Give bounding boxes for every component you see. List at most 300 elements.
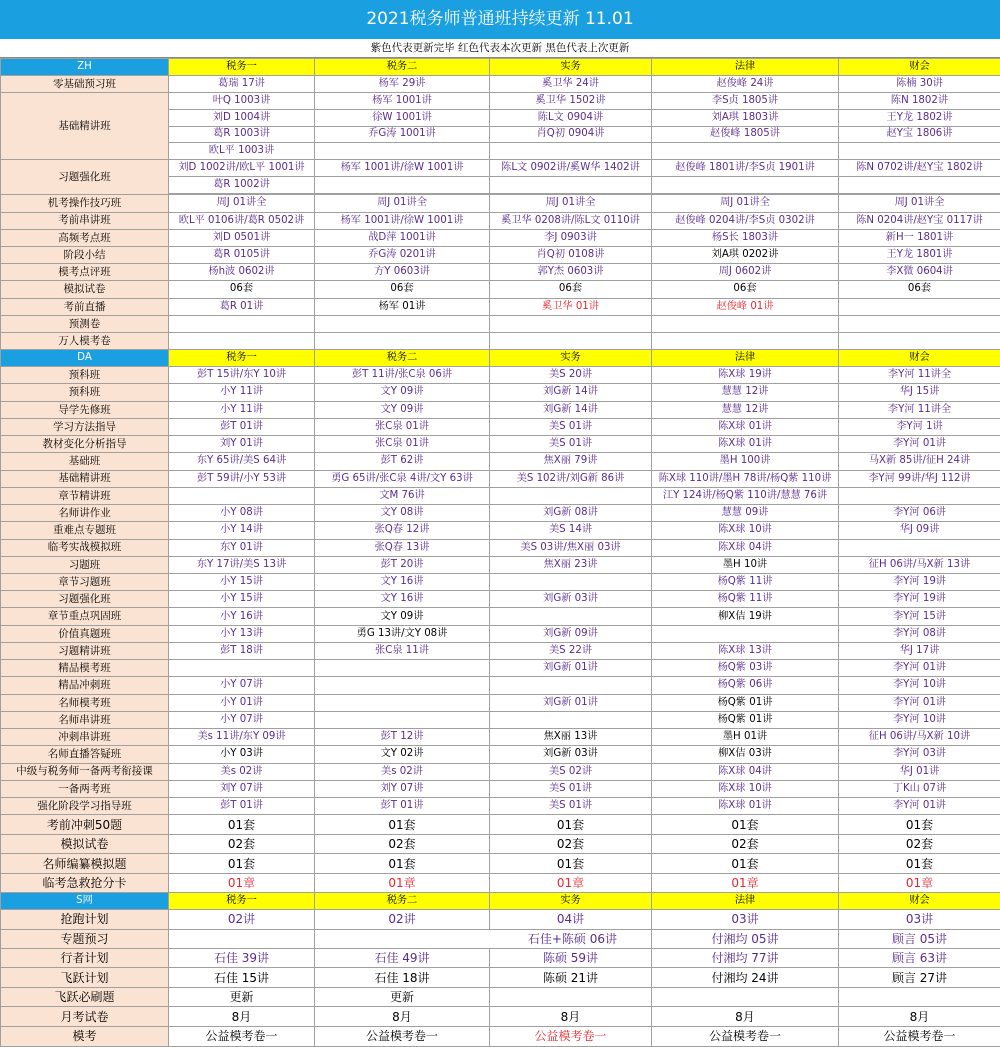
- table-cell: 文M 76讲: [315, 487, 490, 504]
- table-cell: 美S 22讲: [490, 642, 652, 659]
- table-cell: 杨军 01讲: [315, 298, 490, 315]
- table-cell: 顾言 05讲: [839, 929, 1000, 948]
- table-cell: 张C泉 01讲: [315, 418, 490, 435]
- table-cell: 丁K山 07讲: [839, 780, 1000, 797]
- table-cell: 06套: [839, 281, 1000, 298]
- table-cell: 墨H 10讲: [652, 556, 839, 573]
- course-label: 行者计划: [1, 949, 169, 968]
- table-cell: 杨Q紫 01讲: [652, 694, 839, 711]
- course-label: 模考点评班: [1, 264, 169, 281]
- course-label: 名师直播答疑班: [1, 746, 169, 763]
- course-label: 临考实战模拟班: [1, 539, 169, 556]
- table-cell: 李Y河 10讲: [839, 711, 1000, 728]
- course-label: 精品冲刺班: [1, 677, 169, 694]
- table-cell: 刘Y 07讲: [315, 780, 490, 797]
- course-label: 章节重点巩固班: [1, 608, 169, 625]
- table-row: [1, 384, 1000, 401]
- table-row: [1, 487, 1000, 504]
- course-label: 月考试卷: [1, 1007, 169, 1026]
- course-label: 教材变化分析指导: [1, 436, 169, 453]
- table-cell: 陈X球 10讲: [652, 522, 839, 539]
- table-cell: 赵俊峰 1801讲/李S贞 1901讲: [652, 160, 839, 177]
- table-cell: 小Y 03讲: [169, 746, 315, 763]
- table-cell: 小Y 08讲: [169, 505, 315, 522]
- table-cell: 墨H 100讲: [652, 453, 839, 470]
- table-cell: 李Y河 15讲: [839, 608, 1000, 625]
- table-cell: 柳X佶 03讲: [652, 746, 839, 763]
- table-cell: 美S 03讲/焦X丽 03讲: [490, 539, 652, 556]
- table-cell: 02套: [315, 834, 490, 853]
- table-cell: 杨h波 0602讲: [169, 264, 315, 281]
- course-label: 抢跑计划: [1, 910, 169, 929]
- table-cell: [652, 143, 839, 160]
- table-cell: 刘G新 08讲: [490, 505, 652, 522]
- table-row: [1, 642, 1000, 659]
- table-cell: 陈N 0702讲/赵Y宝 1802讲: [839, 160, 1000, 177]
- table-cell: 04讲: [490, 910, 652, 929]
- table-cell: 焦X丽 13讲: [490, 729, 652, 746]
- table-cell: 02套: [652, 834, 839, 853]
- course-label: 预科班: [1, 367, 169, 384]
- table-cell: 战D萍 1001讲: [315, 229, 490, 246]
- table-cell: 徐W 1001讲: [315, 109, 490, 126]
- table-cell: 刘A琪 1803讲: [652, 109, 839, 126]
- subject-header: 税务二: [315, 59, 490, 76]
- table-cell: 美S 01讲: [490, 798, 652, 815]
- page-title: 2021税务师普通班持续更新 11.01: [0, 0, 1000, 39]
- course-label: 万人模考卷: [1, 333, 169, 350]
- table-cell: 文Y 09讲: [315, 384, 490, 401]
- table-cell: 文Y 09讲: [315, 401, 490, 418]
- table-cell: 02套: [839, 834, 1000, 853]
- table-cell: 01套: [315, 854, 490, 873]
- table-cell: 乔G涛 0201讲: [315, 247, 490, 264]
- table-cell: [169, 315, 315, 332]
- table-cell: 刘G新 01讲: [490, 694, 652, 711]
- table-cell: 杨军 1001讲/徐W 1001讲: [315, 160, 490, 177]
- section-header-row: [1, 59, 1000, 76]
- course-label: 冲刺串讲班: [1, 729, 169, 746]
- section-header-row: [1, 350, 1000, 367]
- table-cell: 8月: [315, 1007, 490, 1026]
- table-cell: 美s 11讲/东Y 09讲: [169, 729, 315, 746]
- table-cell: 周J 01讲全: [315, 195, 490, 212]
- table-cell: 杨军 1001讲/徐W 1001讲: [315, 212, 490, 229]
- table-cell: [169, 660, 315, 677]
- table-cell: 彭T 01讲: [315, 798, 490, 815]
- table-row: [1, 929, 1000, 948]
- table-cell: 石佳 18讲: [315, 968, 490, 987]
- table-cell: [490, 987, 652, 1006]
- course-label: 模考: [1, 1026, 169, 1046]
- table-cell: 石佳 15讲: [169, 968, 315, 987]
- table-cell: [490, 177, 652, 194]
- table-cell: 8月: [169, 1007, 315, 1026]
- table-cell: 01章: [839, 873, 1000, 892]
- table-row: [1, 815, 1000, 834]
- table-cell: 03讲: [652, 910, 839, 929]
- course-label: 精品模考班: [1, 660, 169, 677]
- subject-header: 税务二: [315, 893, 490, 910]
- subject-header: 财会: [839, 893, 1000, 910]
- table-cell: 01套: [169, 854, 315, 873]
- table-cell: 01章: [652, 873, 839, 892]
- table-cell: 杨Q紫 11讲: [652, 591, 839, 608]
- table-row: [1, 746, 1000, 763]
- table-cell: 01套: [652, 815, 839, 834]
- table-cell: 01章: [490, 873, 652, 892]
- table-cell: 美S 02讲: [490, 763, 652, 780]
- table-cell: [169, 487, 315, 504]
- table-cell: [839, 315, 1000, 332]
- table-row: [1, 694, 1000, 711]
- table-cell: 李Y河 19讲: [839, 591, 1000, 608]
- table-cell: 彭T 01讲: [169, 798, 315, 815]
- table-cell: 杨军 29讲: [315, 75, 490, 92]
- table-cell: [490, 574, 652, 591]
- course-label: 预测卷: [1, 315, 169, 332]
- table-cell: 葛R 1003讲: [169, 126, 315, 143]
- table-row: [1, 660, 1000, 677]
- table-cell: 小Y 11讲: [169, 401, 315, 418]
- table-cell: 彭T 20讲: [315, 556, 490, 573]
- table-cell: [839, 987, 1000, 1006]
- table-cell: 美S 14讲: [490, 522, 652, 539]
- table-cell: 王Y龙 1801讲: [839, 247, 1000, 264]
- table-cell: 小Y 14讲: [169, 522, 315, 539]
- table-cell: 华J 01讲: [839, 763, 1000, 780]
- table-cell: 8月: [839, 1007, 1000, 1026]
- table-cell: 叶Q 1003讲: [169, 93, 315, 110]
- table-row: [1, 522, 1000, 539]
- table-cell: [652, 315, 839, 332]
- schedule-table: [0, 58, 1000, 1047]
- table-cell: 李Y河 01讲: [839, 436, 1000, 453]
- table-row: [1, 763, 1000, 780]
- table-cell: 01套: [490, 815, 652, 834]
- table-cell: 小Y 01讲: [169, 694, 315, 711]
- table-row: [1, 418, 1000, 435]
- table-cell: 肖Q初 0108讲: [490, 247, 652, 264]
- table-cell: 奚卫华 1502讲: [490, 93, 652, 110]
- table-cell: 更新: [169, 987, 315, 1006]
- table-cell: 张C泉 01讲: [315, 436, 490, 453]
- table-cell: 更新: [315, 987, 490, 1006]
- course-label: 模拟试卷: [1, 281, 169, 298]
- table-row: [1, 556, 1000, 573]
- course-label: 基础精讲班: [1, 93, 169, 160]
- schedule-table-container: [0, 58, 1000, 1047]
- course-label: 名师讲作业: [1, 505, 169, 522]
- table-cell: 乔G涛 1001讲: [315, 126, 490, 143]
- table-row: [1, 968, 1000, 987]
- table-cell: 陈硕 21讲: [490, 968, 652, 987]
- table-cell: 刘G新 14讲: [490, 384, 652, 401]
- table-cell: 彭T 59讲/小Y 53讲: [169, 470, 315, 487]
- table-cell: 02套: [490, 834, 652, 853]
- subject-header: 实务: [490, 350, 652, 367]
- table-cell: 06套: [490, 281, 652, 298]
- table-row: [1, 247, 1000, 264]
- table-cell: [169, 929, 315, 948]
- table-row: [1, 780, 1000, 797]
- table-cell: 东Y 01讲: [169, 539, 315, 556]
- subject-header: 实务: [490, 893, 652, 910]
- course-label: 基础精讲班: [1, 470, 169, 487]
- table-cell: 李Y河 10讲: [839, 677, 1000, 694]
- table-cell: 欧L平 1003讲: [169, 143, 315, 160]
- table-cell: 陈X球 110讲/墨H 78讲/杨Q紫 110讲: [652, 470, 839, 487]
- table-cell: 杨Q紫 03讲: [652, 660, 839, 677]
- course-label: 临考急救抢分卡: [1, 873, 169, 892]
- table-cell: 01套: [652, 854, 839, 873]
- table-cell: 公益模考卷一: [839, 1026, 1000, 1046]
- table-cell: 01章: [169, 873, 315, 892]
- table-row: [1, 453, 1000, 470]
- table-cell: 葛瑞 17讲: [169, 75, 315, 92]
- table-row: [1, 298, 1000, 315]
- table-row: [1, 505, 1000, 522]
- course-label: 习题强化班: [1, 591, 169, 608]
- table-cell: [839, 177, 1000, 194]
- table-row: [1, 470, 1000, 487]
- table-cell: 01套: [169, 815, 315, 834]
- table-cell: 彭T 15讲/东Y 10讲: [169, 367, 315, 384]
- table-cell: 赵Y宝 1806讲: [839, 126, 1000, 143]
- table-cell: 慧慧 09讲: [652, 505, 839, 522]
- table-row: [1, 333, 1000, 350]
- table-row: [1, 539, 1000, 556]
- table-row: [1, 711, 1000, 728]
- table-cell: 刘G新 01讲: [490, 660, 652, 677]
- table-cell: 顾言 63讲: [839, 949, 1000, 968]
- table-cell: 付湘均 05讲: [652, 929, 839, 948]
- table-cell: [169, 333, 315, 350]
- table-cell: 新H一 1801讲: [839, 229, 1000, 246]
- table-cell: [839, 539, 1000, 556]
- table-cell: 李Y河 03讲: [839, 746, 1000, 763]
- table-cell: 彭T 11讲/张C泉 06讲: [315, 367, 490, 384]
- table-cell: 公益模考卷一: [652, 1026, 839, 1046]
- course-label: 习题精讲班: [1, 642, 169, 659]
- table-cell: 江Y 124讲/杨Q紫 110讲/慧慧 76讲: [652, 487, 839, 504]
- table-cell: 06套: [315, 281, 490, 298]
- course-label: 考前直播: [1, 298, 169, 315]
- table-cell: 陈X球 01讲: [652, 418, 839, 435]
- table-cell: 美S 01讲: [490, 436, 652, 453]
- table-cell: 慧慧 12讲: [652, 401, 839, 418]
- table-row: [1, 677, 1000, 694]
- table-cell: 美s 02讲: [315, 763, 490, 780]
- table-cell: 付湘均 24讲: [652, 968, 839, 987]
- table-cell: 马X新 85讲/征H 24讲: [839, 453, 1000, 470]
- table-row: [1, 75, 1000, 92]
- table-row: [1, 212, 1000, 229]
- course-label: 名师串讲班: [1, 711, 169, 728]
- table-cell: 葛R 01讲: [169, 298, 315, 315]
- table-cell: 陈X球 04讲: [652, 763, 839, 780]
- table-row: [1, 229, 1000, 246]
- table-cell: 小Y 15讲: [169, 591, 315, 608]
- table-cell: 焦X丽 23讲: [490, 556, 652, 573]
- table-cell: [315, 660, 490, 677]
- table-cell: [490, 711, 652, 728]
- table-cell: 陈楠 30讲: [839, 75, 1000, 92]
- course-label: 模拟试卷: [1, 834, 169, 853]
- table-cell: 李J 0903讲: [490, 229, 652, 246]
- course-label: 章节习题班: [1, 574, 169, 591]
- table-cell: 文Y 16讲: [315, 591, 490, 608]
- table-cell: 墨H 01讲: [652, 729, 839, 746]
- table-cell: 葛R 1002讲: [169, 177, 315, 194]
- table-cell: [839, 333, 1000, 350]
- table-cell: 刘A琪 0202讲: [652, 247, 839, 264]
- subject-header: 法律: [652, 893, 839, 910]
- table-row: [1, 625, 1000, 642]
- course-label: 考前串讲班: [1, 212, 169, 229]
- table-cell: 刘G新 09讲: [490, 625, 652, 642]
- course-label: 专题预习: [1, 929, 169, 948]
- table-cell: [490, 487, 652, 504]
- subject-header: 税务一: [169, 59, 315, 76]
- table-cell: 张Q春 12讲: [315, 522, 490, 539]
- course-label: 名师模考班: [1, 694, 169, 711]
- table-cell: 美S 20讲: [490, 367, 652, 384]
- table-cell: 东Y 65讲/美S 64讲: [169, 453, 315, 470]
- table-cell: 征H 06讲/马X新 13讲: [839, 556, 1000, 573]
- course-label: 飞跃必刷题: [1, 987, 169, 1006]
- table-cell: 刘Y 01讲: [169, 436, 315, 453]
- table-cell: 彭T 01讲: [169, 418, 315, 435]
- table-cell: 8月: [652, 1007, 839, 1026]
- table-cell: 李Y河 01讲: [839, 660, 1000, 677]
- table-cell: 文Y 02讲: [315, 746, 490, 763]
- table-cell: 李Y河 06讲: [839, 505, 1000, 522]
- table-cell: 文Y 09讲: [315, 608, 490, 625]
- table-cell: 顾言 27讲: [839, 968, 1000, 987]
- table-cell: 李Y河 08讲: [839, 625, 1000, 642]
- table-cell: 公益模考卷一: [169, 1026, 315, 1046]
- table-cell: 刘G新 14讲: [490, 401, 652, 418]
- table-cell: [490, 143, 652, 160]
- table-cell: 勇G 13讲/文Y 08讲: [315, 625, 490, 642]
- table-cell: 赵俊峰 0204讲/李S贞 0302讲: [652, 212, 839, 229]
- table-cell: 文Y 08讲: [315, 505, 490, 522]
- table-cell: 张C泉 11讲: [315, 642, 490, 659]
- subject-header: 法律: [652, 59, 839, 76]
- table-cell: 华J 15讲: [839, 384, 1000, 401]
- table-cell: 李Y河 01讲: [839, 694, 1000, 711]
- table-cell: [490, 315, 652, 332]
- table-cell: 02套: [169, 834, 315, 853]
- table-row: [1, 401, 1000, 418]
- table-cell: 刘G新 03讲: [490, 746, 652, 763]
- table-cell: [652, 987, 839, 1006]
- table-cell: [490, 677, 652, 694]
- course-label: 零基础预习班: [1, 75, 169, 92]
- table-cell: 陈X球 01讲: [652, 436, 839, 453]
- table-cell: 周J 01讲全: [490, 195, 652, 212]
- table-cell: 杨Q紫 06讲: [652, 677, 839, 694]
- table-row: [1, 834, 1000, 853]
- table-cell: 陈N 1802讲: [839, 93, 1000, 110]
- course-label: 基础班: [1, 453, 169, 470]
- table-cell: 美S 01讲: [490, 418, 652, 435]
- table-cell: [839, 487, 1000, 504]
- subject-header: 税务一: [169, 350, 315, 367]
- table-cell: 石佳+陈硕 06讲: [315, 929, 652, 948]
- table-cell: [490, 333, 652, 350]
- table-cell: 刘D 1004讲: [169, 109, 315, 126]
- table-cell: 小Y 07讲: [169, 677, 315, 694]
- table-row: [1, 910, 1000, 929]
- table-cell: 彭T 18讲: [169, 642, 315, 659]
- subject-header: 税务二: [315, 350, 490, 367]
- table-cell: [315, 677, 490, 694]
- table-row: [1, 591, 1000, 608]
- table-cell: 陈X球 10讲: [652, 780, 839, 797]
- table-cell: 小Y 13讲: [169, 625, 315, 642]
- table-cell: 李Y河 19讲: [839, 574, 1000, 591]
- course-label: 强化阶段学习指导班: [1, 798, 169, 815]
- table-cell: 奚卫华 01讲: [490, 298, 652, 315]
- table-cell: [652, 333, 839, 350]
- section-name: S网: [1, 893, 169, 910]
- table-cell: 文Y 16讲: [315, 574, 490, 591]
- table-cell: 刘D 0501讲: [169, 229, 315, 246]
- table-cell: 01章: [315, 873, 490, 892]
- subject-header: 法律: [652, 350, 839, 367]
- color-legend: 紫色代表更新完毕 红色代表本次更新 黑色代表上次更新: [0, 39, 1000, 58]
- table-cell: 郭Y杰 0603讲: [490, 264, 652, 281]
- table-cell: 李Y河 01讲: [839, 798, 1000, 815]
- table-cell: 华J 09讲: [839, 522, 1000, 539]
- table-cell: 葛R 0105讲: [169, 247, 315, 264]
- table-cell: 美s 02讲: [169, 763, 315, 780]
- subject-header: 实务: [490, 59, 652, 76]
- table-row: [1, 195, 1000, 212]
- table-cell: 杨军 1001讲: [315, 93, 490, 110]
- table-row: [1, 367, 1000, 384]
- course-label: 机考操作技巧班: [1, 195, 169, 212]
- table-cell: 肖Q初 0904讲: [490, 126, 652, 143]
- table-cell: 06套: [169, 281, 315, 298]
- course-label: 重难点专题班: [1, 522, 169, 539]
- table-cell: 陈L文 0902讲/奚W华 1402讲: [490, 160, 652, 177]
- table-cell: 方Y 0603讲: [315, 264, 490, 281]
- table-cell: 美S 01讲: [490, 780, 652, 797]
- table-cell: [315, 315, 490, 332]
- table-cell: 02讲: [169, 910, 315, 929]
- table-cell: [315, 711, 490, 728]
- table-cell: [652, 177, 839, 194]
- table-row: [1, 160, 1000, 177]
- course-label: 学习方法指导: [1, 418, 169, 435]
- course-label: 习题强化班: [1, 160, 169, 195]
- course-label: 飞跃计划: [1, 968, 169, 987]
- table-cell: 周J 01讲全: [839, 195, 1000, 212]
- table-cell: 杨Q紫 11讲: [652, 574, 839, 591]
- table-cell: 陈L文 0904讲: [490, 109, 652, 126]
- table-cell: 陈硕 59讲: [490, 949, 652, 968]
- course-label: 名师编纂模拟题: [1, 854, 169, 873]
- course-label: 习题班: [1, 556, 169, 573]
- table-cell: 周J 0602讲: [652, 264, 839, 281]
- table-cell: 王Y龙 1802讲: [839, 109, 1000, 126]
- table-row: [1, 1026, 1000, 1046]
- table-cell: 陈X球 04讲: [652, 539, 839, 556]
- course-label: 价值真题班: [1, 625, 169, 642]
